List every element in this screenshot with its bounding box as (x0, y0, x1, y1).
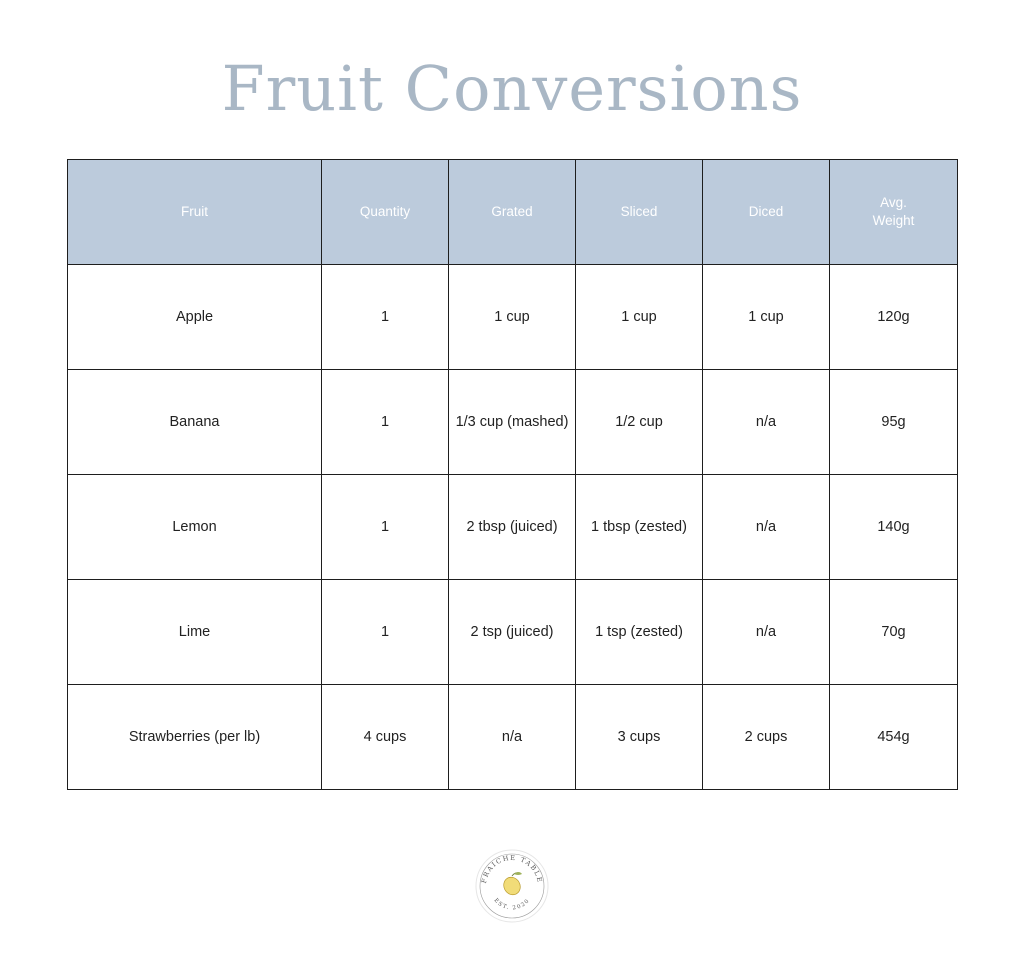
cell-sliced: 1 tsp (zested) (576, 580, 703, 685)
table-row (68, 265, 958, 370)
cell-sliced: 1 tbsp (zested) (576, 475, 703, 580)
cell-sliced: 1/2 cup (576, 370, 703, 475)
cell-fruit: Banana (68, 370, 322, 475)
cell-quantity: 1 (322, 475, 449, 580)
cell-sliced: 3 cups (576, 685, 703, 790)
header-sliced: Sliced (576, 160, 703, 265)
cell-avg-weight: 454g (830, 685, 958, 790)
cell-diced: 2 cups (703, 685, 830, 790)
cell-diced: n/a (703, 475, 830, 580)
cell-fruit: Strawberries (per lb) (68, 685, 322, 790)
cell-diced: n/a (703, 580, 830, 685)
header-diced: Diced (703, 160, 830, 265)
brand-logo (474, 836, 550, 928)
cell-diced: 1 cup (703, 265, 830, 370)
table-header-row (68, 160, 958, 265)
conversion-table (67, 159, 958, 790)
header-avg-weight: Avg. Weight (830, 160, 958, 265)
cell-grated: 2 tsp (juiced) (449, 580, 576, 685)
header-fruit: Fruit (68, 160, 322, 265)
cell-grated: n/a (449, 685, 576, 790)
cell-grated: 1 cup (449, 265, 576, 370)
table-row (68, 475, 958, 580)
cell-fruit: Lemon (68, 475, 322, 580)
header-grated: Grated (449, 160, 576, 265)
cell-grated: 1/3 cup (mashed) (449, 370, 576, 475)
cell-avg-weight: 120g (830, 265, 958, 370)
cell-quantity: 1 (322, 265, 449, 370)
cell-quantity: 1 (322, 580, 449, 685)
cell-fruit: Lime (68, 580, 322, 685)
cell-avg-weight: 70g (830, 580, 958, 685)
table-row (68, 370, 958, 475)
cell-avg-weight: 140g (830, 475, 958, 580)
cell-diced: n/a (703, 370, 830, 475)
table-row (68, 685, 958, 790)
table-row (68, 580, 958, 685)
cell-quantity: 1 (322, 370, 449, 475)
header-quantity: Quantity (322, 160, 449, 265)
cell-avg-weight: 95g (830, 370, 958, 475)
cell-grated: 2 tbsp (juiced) (449, 475, 576, 580)
cell-fruit: Apple (68, 265, 322, 370)
cell-sliced: 1 cup (576, 265, 703, 370)
logo-text-top: FRAICHE TABLE (480, 853, 544, 885)
page-title: Fruit Conversions (221, 52, 803, 125)
cell-quantity: 4 cups (322, 685, 449, 790)
logo-text-bottom: EST. 2020 (492, 897, 532, 912)
